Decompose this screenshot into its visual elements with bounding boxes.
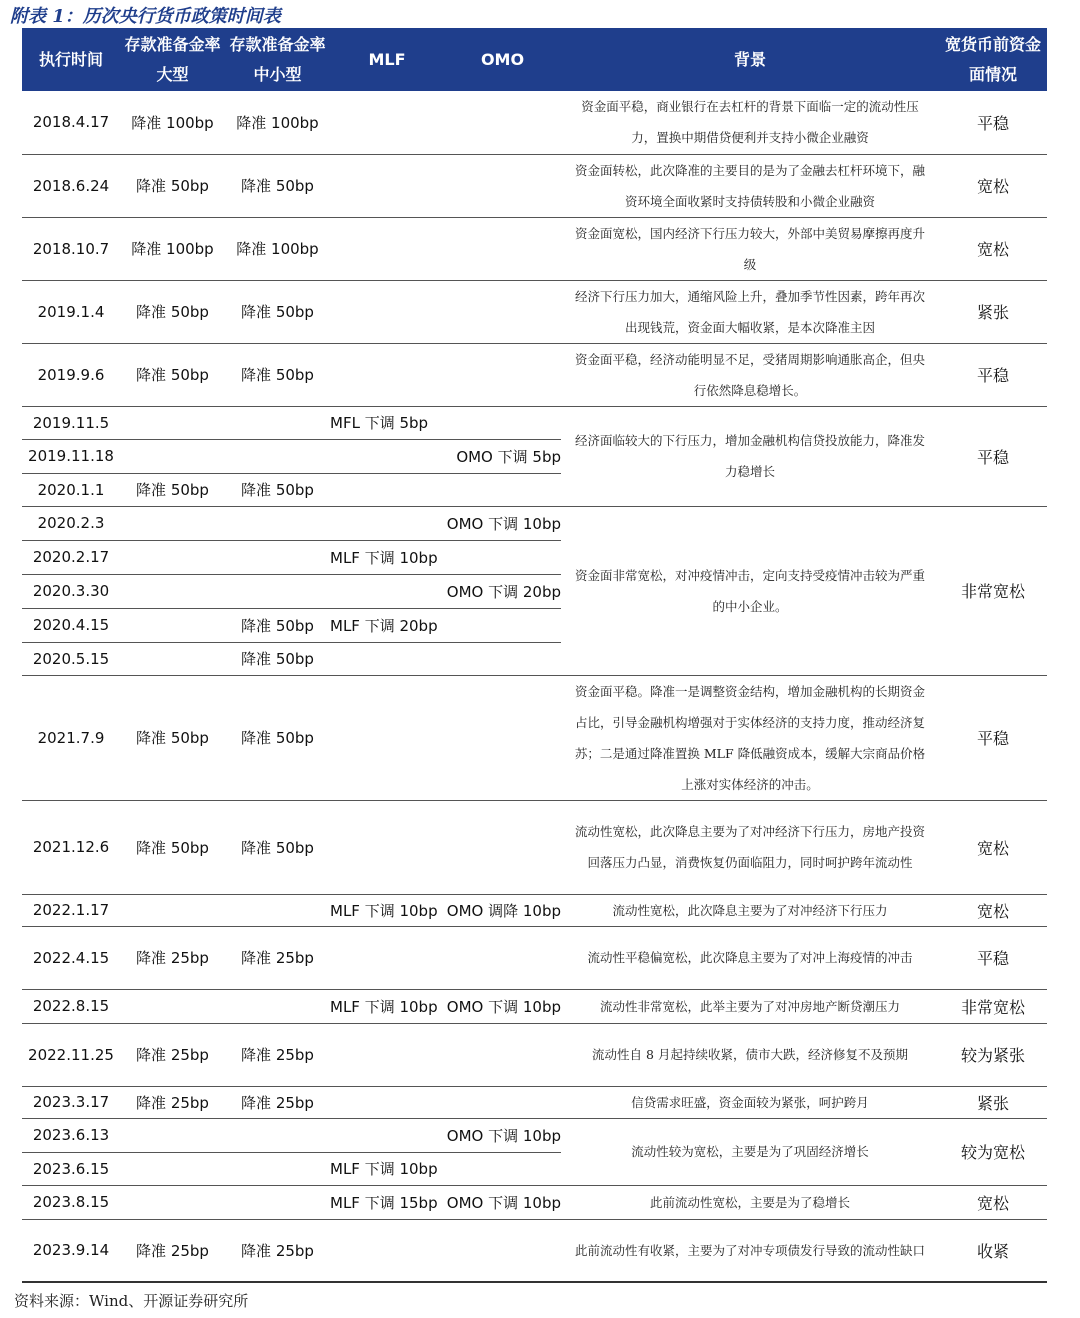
cell-small: 降准 25bp [225,1023,330,1086]
cell-small [225,894,330,926]
cell-status: 宽松 [939,154,1047,217]
cell-omo: OMO 下调 10bp [444,989,561,1023]
cell-background: 资金面非常宽松，对冲疫情冲击，定向支持受疫情冲击较为严重的中小企业。 [561,506,939,675]
cell-mlf: MLF 下调 10bp [330,989,444,1023]
cell-omo: OMO 下调 10bp [444,1185,561,1219]
cell-date: 2022.1.17 [22,894,120,926]
cell-omo [444,1086,561,1118]
cell-date: 2023.8.15 [22,1185,120,1219]
cell-small [225,574,330,608]
cell-background: 流动性平稳偏宽松，此次降息主要为了对冲上海疫情的冲击 [561,926,939,989]
cell-background: 资金面平稳，经济动能明显不足，受猪周期影响通胀高企，但央行依然降息稳增长。 [561,343,939,406]
cell-omo [444,926,561,989]
cell-date: 2019.9.6 [22,343,120,406]
header-rrr-large: 存款准备金率大型 [120,28,225,91]
cell-small [225,1152,330,1185]
cell-date: 2020.1.1 [22,473,120,506]
cell-omo [444,1219,561,1282]
cell-date: 2023.6.13 [22,1118,120,1152]
cell-mlf [330,675,444,800]
header-rrr-small: 存款准备金率中小型 [225,28,330,91]
cell-omo [444,608,561,642]
cell-omo [444,406,561,439]
cell-mlf [330,926,444,989]
cell-large [120,1185,225,1219]
cell-mlf: MLF 下调 15bp [330,1185,444,1219]
cell-small: 降准 25bp [225,1086,330,1118]
cell-mlf [330,1023,444,1086]
table-row [22,1086,1047,1118]
table-row [22,217,1047,280]
cell-large [120,506,225,540]
cell-large: 降准 50bp [120,343,225,406]
cell-background: 流动性宽松，此次降息主要为了对冲经济下行压力，房地产投资回落压力凸显，消费恢复仍面临阻力，同时呵护跨年流动性 [561,800,939,894]
cell-status: 平稳 [939,926,1047,989]
cell-status: 较为宽松 [939,1118,1047,1185]
cell-mlf [330,343,444,406]
cell-date: 2023.9.14 [22,1219,120,1282]
cell-omo [444,642,561,675]
cell-large: 降准 25bp [120,926,225,989]
cell-status: 非常宽松 [939,506,1047,675]
cell-background: 信贷需求旺盛，资金面较为紧张，呵护跨月 [561,1086,939,1118]
cell-status: 宽松 [939,800,1047,894]
cell-large: 降准 25bp [120,1086,225,1118]
cell-large [120,894,225,926]
cell-date: 2019.1.4 [22,280,120,343]
cell-date: 2019.11.18 [22,439,120,473]
cell-status: 宽松 [939,1185,1047,1219]
cell-omo [444,280,561,343]
cell-large [120,406,225,439]
table-row [22,506,1047,540]
cell-mlf [330,439,444,473]
cell-date: 2018.10.7 [22,217,120,280]
cell-omo: OMO 下调 20bp [444,574,561,608]
cell-background: 资金面转松，此次降准的主要目的是为了金融去杠杆环境下，融资环境全面收紧时支持债转股和小微企业融资 [561,154,939,217]
cell-small: 降准 50bp [225,642,330,675]
cell-status: 平稳 [939,406,1047,506]
cell-background: 流动性较为宽松，主要是为了巩固经济增长 [561,1118,939,1185]
cell-date: 2023.3.17 [22,1086,120,1118]
table-row [22,926,1047,989]
cell-mlf: MLF 下调 10bp [330,894,444,926]
cell-mlf [330,280,444,343]
cell-large: 降准 100bp [120,217,225,280]
table-row [22,406,1047,439]
cell-date: 2020.5.15 [22,642,120,675]
cell-large [120,439,225,473]
table-row [22,1219,1047,1282]
cell-mlf [330,800,444,894]
cell-large: 降准 50bp [120,675,225,800]
cell-large: 降准 25bp [120,1219,225,1282]
cell-date: 2021.7.9 [22,675,120,800]
cell-omo [444,343,561,406]
table-row [22,280,1047,343]
cell-date: 2018.4.17 [22,91,120,154]
header-date: 执行时间 [22,28,120,91]
cell-background: 资金面平稳。降准一是调整资金结构，增加金融机构的长期资金占比，引导金融机构增强对于实体经济的支持力度，推动经济复苏；二是通过降准置换 MLF 降低融资成本，缓解大宗商品价格上涨对实体经济的冲击。 [561,675,939,800]
cell-omo: OMO 调降 10bp [444,894,561,926]
cell-mlf: MLF 下调 10bp [330,540,444,574]
header-status: 宽货币前资金面情况 [939,28,1047,91]
cell-small: 降准 50bp [225,608,330,642]
cell-background: 资金面平稳，商业银行在去杠杆的背景下面临一定的流动性压力，置换中期借贷便利并支持小微企业融资 [561,91,939,154]
cell-date: 2022.8.15 [22,989,120,1023]
cell-mlf [330,217,444,280]
table-row [22,91,1047,154]
cell-omo [444,675,561,800]
cell-small: 降准 50bp [225,154,330,217]
cell-small: 降准 50bp [225,800,330,894]
cell-large [120,540,225,574]
cell-mlf [330,574,444,608]
cell-status: 非常宽松 [939,989,1047,1023]
cell-mlf [330,91,444,154]
cell-omo [444,540,561,574]
table-row [22,989,1047,1023]
header-omo: OMO [444,28,561,91]
cell-date: 2019.11.5 [22,406,120,439]
cell-omo [444,91,561,154]
cell-status: 紧张 [939,1086,1047,1118]
cell-large [120,1152,225,1185]
cell-omo [444,217,561,280]
cell-background: 流动性非常宽松，此举主要为了对冲房地产断贷潮压力 [561,989,939,1023]
cell-large: 降准 50bp [120,800,225,894]
table-title: 附表 1：历次央行货币政策时间表 [10,6,281,27]
cell-mlf [330,1086,444,1118]
table-body [22,91,1047,1282]
table-row [22,1023,1047,1086]
cell-large: 降准 50bp [120,280,225,343]
source-note: 资料来源：Wind、开源证券研究所 [14,1292,249,1310]
cell-background: 流动性自 8 月起持续收紧，债市大跌，经济修复不及预期 [561,1023,939,1086]
cell-small: 降准 100bp [225,91,330,154]
cell-date: 2021.12.6 [22,800,120,894]
cell-large [120,989,225,1023]
table-row [22,1185,1047,1219]
cell-mlf [330,1118,444,1152]
table-row [22,894,1047,926]
cell-background: 流动性宽松，此次降息主要为了对冲经济下行压力 [561,894,939,926]
policy-table [22,28,1047,1283]
cell-small [225,989,330,1023]
cell-small [225,406,330,439]
cell-background: 资金面宽松，国内经济下行压力较大，外部中美贸易摩擦再度升级 [561,217,939,280]
cell-status: 收紧 [939,1219,1047,1282]
cell-mlf [330,1219,444,1282]
cell-status: 宽松 [939,217,1047,280]
cell-small [225,506,330,540]
cell-date: 2020.4.15 [22,608,120,642]
cell-date: 2022.11.25 [22,1023,120,1086]
cell-small: 降准 50bp [225,675,330,800]
cell-status: 平稳 [939,91,1047,154]
table-row [22,800,1047,894]
cell-background: 此前流动性宽松，主要是为了稳增长 [561,1185,939,1219]
cell-small: 降准 50bp [225,280,330,343]
cell-mlf [330,154,444,217]
header-row [22,28,1047,91]
cell-omo [444,800,561,894]
cell-omo: OMO 下调 5bp [444,439,561,473]
cell-large: 降准 25bp [120,1023,225,1086]
cell-small [225,540,330,574]
cell-date: 2020.2.3 [22,506,120,540]
table-row [22,675,1047,800]
cell-date: 2022.4.15 [22,926,120,989]
cell-small: 降准 50bp [225,473,330,506]
cell-background: 此前流动性有收紧，主要为了对冲专项债发行导致的流动性缺口 [561,1219,939,1282]
cell-mlf: MFL 下调 5bp [330,406,444,439]
cell-date: 2020.2.17 [22,540,120,574]
cell-background: 经济下行压力加大，通缩风险上升，叠加季节性因素，跨年再次出现钱荒，资金面大幅收紧，是本次降准主因 [561,280,939,343]
cell-small [225,439,330,473]
cell-status: 宽松 [939,894,1047,926]
cell-small: 降准 100bp [225,217,330,280]
cell-omo [444,154,561,217]
cell-omo: OMO 下调 10bp [444,506,561,540]
cell-omo: OMO 下调 10bp [444,1118,561,1152]
cell-small: 降准 50bp [225,343,330,406]
cell-mlf [330,473,444,506]
cell-small: 降准 25bp [225,1219,330,1282]
cell-status: 平稳 [939,343,1047,406]
cell-date: 2023.6.15 [22,1152,120,1185]
cell-large: 降准 100bp [120,91,225,154]
cell-status: 紧张 [939,280,1047,343]
cell-small [225,1185,330,1219]
table-row [22,1118,1047,1152]
cell-omo [444,1023,561,1086]
cell-large [120,574,225,608]
cell-large: 降准 50bp [120,154,225,217]
cell-large: 降准 50bp [120,473,225,506]
table-row [22,343,1047,406]
cell-mlf: MLF 下调 10bp [330,1152,444,1185]
cell-background: 经济面临较大的下行压力，增加金融机构信贷投放能力，降准发力稳增长 [561,406,939,506]
cell-mlf [330,642,444,675]
cell-mlf: MLF 下调 20bp [330,608,444,642]
header-mlf: MLF [330,28,444,91]
cell-omo [444,473,561,506]
table-row [22,154,1047,217]
cell-mlf [330,506,444,540]
cell-status: 平稳 [939,675,1047,800]
cell-status: 较为紧张 [939,1023,1047,1086]
header-background: 背景 [561,28,939,91]
cell-large [120,608,225,642]
cell-large [120,642,225,675]
cell-large [120,1118,225,1152]
cell-omo [444,1152,561,1185]
cell-date: 2020.3.30 [22,574,120,608]
cell-date: 2018.6.24 [22,154,120,217]
cell-small [225,1118,330,1152]
cell-small: 降准 25bp [225,926,330,989]
